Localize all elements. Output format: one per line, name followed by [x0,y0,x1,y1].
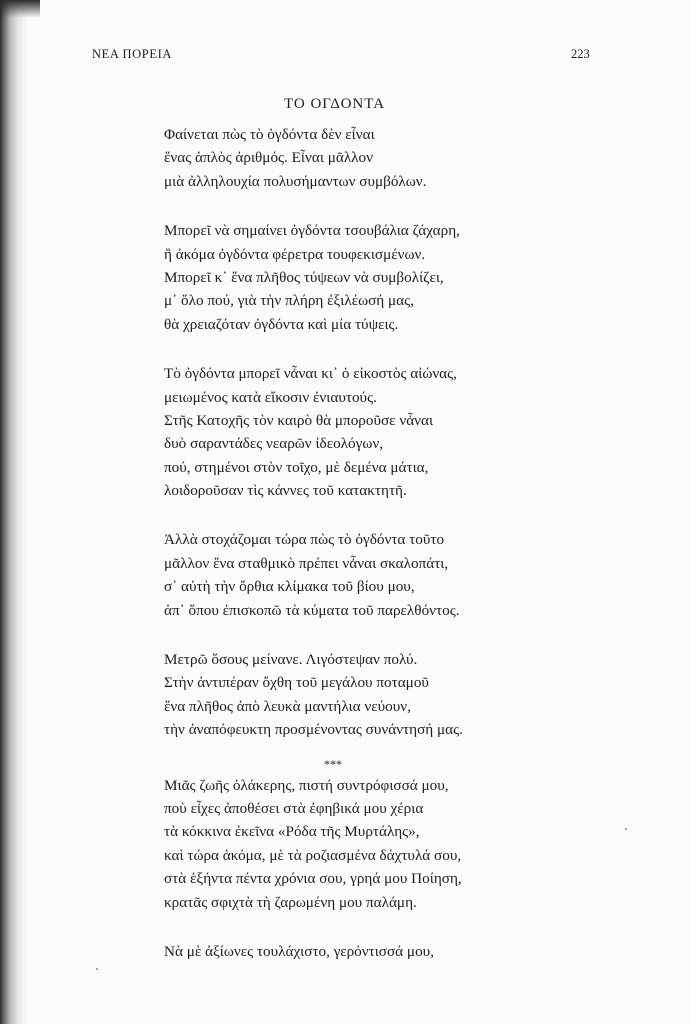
poem-line: Φαίνεται πὼς τὸ ὀγδόντα δὲν εἶναι [164,126,375,143]
stanza-1 [164,123,564,193]
poem-line: Ἀλλὰ στοχάζομαι τώρα πὼς τὸ ὀγδόντα τοῦτο [164,531,445,549]
poem-body [164,123,564,989]
stanza-6 [164,774,564,914]
poem-line: μᾶλλον ἕνα σταθμικὸ πρέπει νἆναι σκαλοπάτι, [164,554,449,572]
poem-line: κρατᾶς σφιχτὰ τὴ ζαρωμένη μου παλάμη. [164,893,417,911]
scan-speck [625,828,627,830]
poem-line: Νὰ μὲ ἀξίωνες τουλάχιστο, γερόντισσά μου, [164,942,434,960]
scan-speck [96,968,98,970]
poem-line: Μπορεῖ κ᾽ ἕνα πλῆθος τύψεων νὰ συμβολίζει, [164,268,444,286]
stanza-3 [164,362,564,502]
binding-shadow [0,0,28,1024]
poem-line: Τὸ ὀγδόντα μπορεῖ νἆναι κι᾽ ὁ εἰκοστὸς αἰώνας, [164,365,457,383]
poem-line: ἕνα πλῆθος ἀπὸ λευκὰ μαντήλια νεύουν, [164,697,411,715]
stanza-7 [164,940,564,963]
poem-line: τὰ κόκκινα ἐκεῖνα «Ρόδα τῆς Μυρτάλης», [164,823,420,841]
poem-line: ἕνας ἁπλὸς ἀριθμός. Εἶναι μᾶλλον [164,149,374,167]
poem-line: δυὸ σαραντάδες νεαρῶν ἰδεολόγων, [164,435,384,453]
binding-shadow-top [0,0,40,18]
stanza-4 [164,528,564,622]
poem-line: ἢ ἀκόμα ὀγδόντα φέρετρα τουφεκισμένων. [164,245,426,263]
poem-line: ποὺ εἶχες ἀποθέσει στὰ ἐφηβικά μου χέρια [164,799,424,817]
poem-line: Μετρῶ ὅσους μείνανε. Λιγόστεψαν πολύ. [164,651,418,669]
poem-line: στὰ ἑξήντα πέντα χρόνια σου, γρηά μου Ποίηση, [164,870,462,888]
running-head: ΝΕΑ ΠΟΡΕΙΑ [92,47,172,61]
poem-line: μιὰ ἀλληλουχία πολυσήμαντων συμβόλων. [164,172,427,190]
page-number: 223 [571,47,590,61]
poem-line: σ᾽ αὐτὴ τὴν ὄρθια κλίμακα τοῦ βίου μου, [164,578,415,596]
poem-line: Μπορεῖ νὰ σημαίνει ὀγδόντα τσουβάλια ζάχαρη, [164,222,460,240]
poem-line: θὰ χρειαζόταν ὀγδόντα καὶ μία τύψεις. [164,315,399,333]
poem-line: Στῆς Κατοχῆς τὸν καιρὸ θὰ μποροῦσε νἆναι [164,411,434,429]
stanza-5 [164,648,564,742]
poem-line: πού, στημένοι στὸν τοῖχο, μὲ δεμένα μάτια, [164,458,429,476]
poem-line: καὶ τώρα ἀκόμα, μὲ τὰ ροζιασμένα δάχτυλά σου, [164,846,462,864]
poem-title: ΤΟ ΟΓΔΟΝΤΑ [284,96,386,112]
poem-line: τὴν ἀναπόφευκτη προσμένοντας συνάντησή μας. [164,721,463,739]
poem-line: μειωμένος κατὰ εἴκοσιν ἐνιαυτούς. [164,388,377,406]
poem-line: ἀπ᾽ ὅπου ἐπισκοπῶ τὰ κύματα τοῦ παρελθόντος. [164,601,460,619]
section-asterism: *** [324,756,342,771]
poem-line: λοιδοροῦσαν τὶς κάννες τοῦ κατακτητῆ. [164,482,407,500]
poem-line: Μιᾶς ζωῆς ὁλάκερης, πιστή συντρόφισσά μου, [164,776,449,794]
stanza-2 [164,219,564,336]
poem-line: Στὴν ἀντιπέραν ὄχθη τοῦ μεγάλου ποταμοῦ [164,674,429,692]
poem-line: μ᾽ ὅλο πού, γιὰ τὴν πλήρη ἐξιλέωσή μας, [164,292,414,310]
